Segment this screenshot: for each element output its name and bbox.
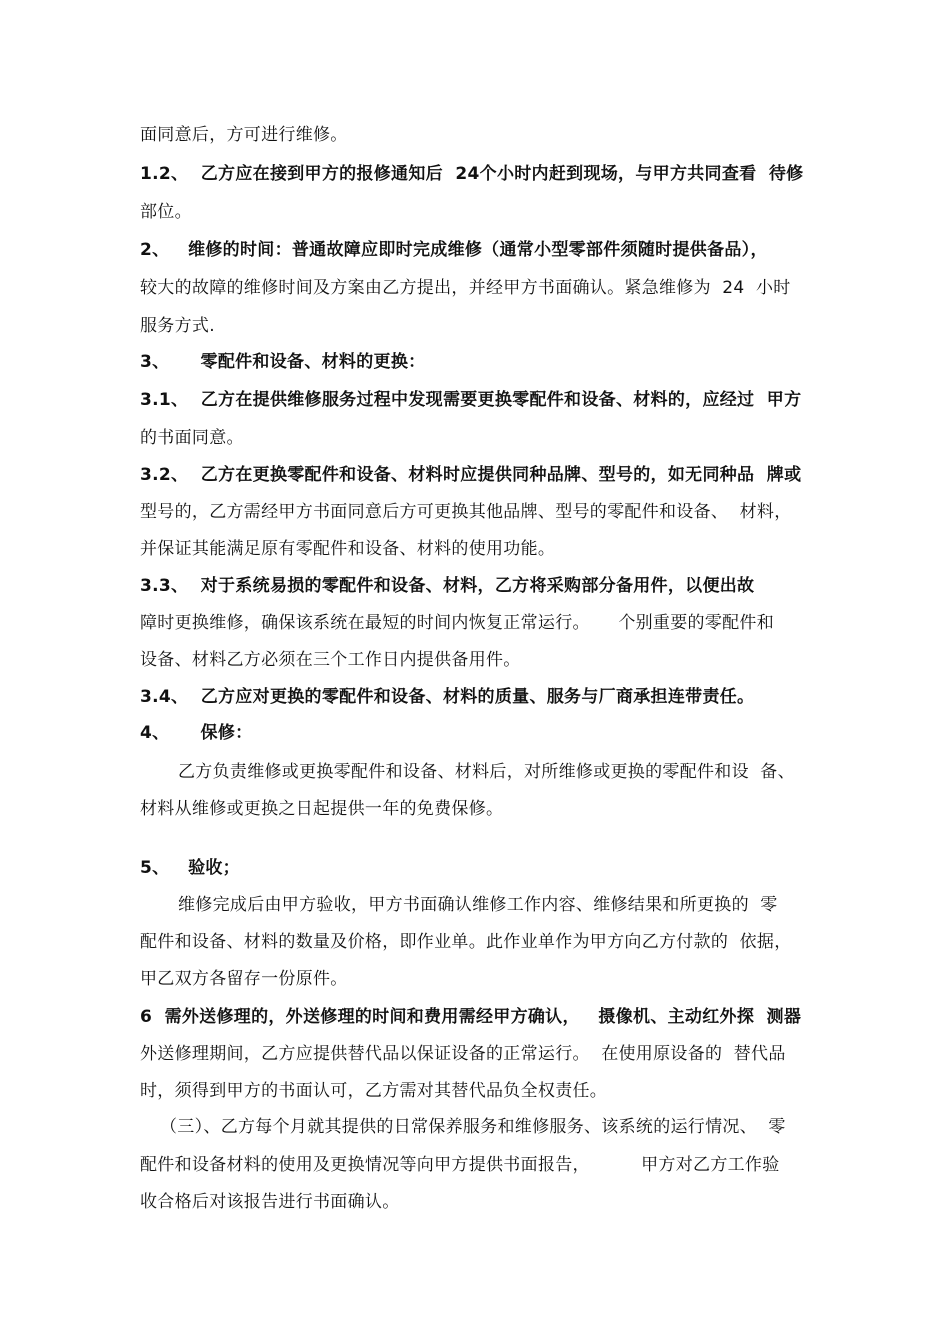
clause-3-heading: 3、 零配件和设备、材料的更换： [140, 352, 426, 372]
text-line: 较大的故障的维修时间及方案由乙方提出，并经甲方书面确认。紧急维修为 24 小时 [140, 278, 791, 298]
clause-4-heading: 4、 保修： [140, 723, 253, 743]
text-line: 乙方负责维修或更换零配件和设备、材料后，对所维修或更换的零配件和设 备、 [178, 762, 795, 782]
text-line: 配件和设备材料的使用及更换情况等向甲方提供书面报告， 甲方对乙方工作验 [140, 1155, 780, 1175]
text-line: 外送修理期间，乙方应提供替代品以保证设备的正常运行。 在使用原设备的 替代品 [140, 1044, 786, 1064]
clause-3-4-line: 3.4、 乙方应对更换的零配件和设备、材料的质量、服务与厂商承担连带责任。 [140, 687, 755, 707]
text-line: 维修完成后由甲方验收，甲方书面确认维修工作内容、维修结果和所更换的 零 [178, 895, 778, 915]
text-line: 部位。 [140, 202, 192, 222]
text-line: 障时更换维修，确保该系统在最短的时间内恢复正常运行。 个别重要的零配件和 [140, 613, 775, 633]
text-line: 时，须得到甲方的书面认可，乙方需对其替代品负全权责任。 [140, 1081, 608, 1101]
text-line: 型号的，乙方需经甲方书面同意后方可更换其他品牌、型号的零配件和设备、 材料， [140, 502, 792, 522]
text-line: 的书面同意。 [140, 428, 244, 448]
text-line: 甲乙双方各留存一份原件。 [140, 969, 348, 989]
clause-3-1-line: 3.1、 乙方在提供维修服务过程中发现需要更换零配件和设备、材料的，应经过 甲方 [140, 390, 802, 410]
clause-3-2-line: 3.2、 乙方在更换零配件和设备、材料时应提供同种品牌、型号的，如无同种品 牌或 [140, 465, 802, 485]
clause-3-3-line: 3.3、 对于系统易损的零配件和设备、材料，乙方将采购部分备用件，以便出故 [140, 576, 755, 596]
text-line: 材料从维修或更换之日起提供一年的免费保修。 [140, 799, 504, 819]
clause-2-heading: 2、 维修的时间：普通故障应即时完成维修（通常小型零部件须随时提供备品）， [140, 240, 768, 260]
text-line: 收合格后对该报告进行书面确认。 [140, 1192, 400, 1212]
clause-6-line: 6 需外送修理的，外送修理的时间和费用需经甲方确认， 摄像机、主动红外探 测器 [140, 1007, 802, 1027]
text-line: 服务方式. [140, 316, 215, 336]
text-line: 面同意后，方可进行维修。 [140, 125, 348, 145]
clause-1-2-line: 1.2、 乙方应在接到甲方的报修通知后 24个小时内赶到现场，与甲方共同查看 待修 [140, 164, 804, 184]
text-line: 设备、材料乙方必须在三个工作日内提供备用件。 [140, 650, 521, 670]
text-line: 配件和设备、材料的数量及价格，即作业单。此作业单作为甲方向乙方付款的 依据， [140, 932, 792, 952]
section-3-heading-line: （三）、乙方每个月就其提供的日常保养服务和维修服务、该系统的运行情况、 零 [160, 1117, 786, 1137]
clause-5-heading: 5、 验收； [140, 858, 240, 878]
text-line: 并保证其能满足原有零配件和设备、材料的使用功能。 [140, 539, 556, 559]
